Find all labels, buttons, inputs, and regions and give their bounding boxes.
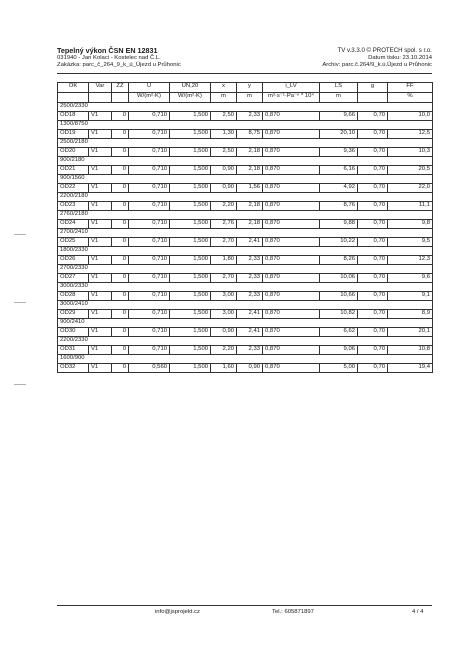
cell-zz: 0 — [112, 327, 129, 336]
column-header: y — [237, 83, 263, 93]
cell-ilv: 0,870 — [263, 327, 320, 336]
cell-zz: 0 — [112, 129, 129, 138]
cell-ls: 9,88 — [320, 219, 358, 228]
cell-ls: 10,82 — [320, 309, 358, 318]
cell-y: 2,18 — [237, 201, 263, 210]
cell-ff: 9,5 — [388, 237, 433, 246]
column-header: UN,20 — [170, 83, 211, 93]
column-header: Var — [89, 83, 112, 93]
column-header: ZZ — [112, 83, 129, 93]
cell-ok: OD24 — [58, 219, 89, 228]
cell-g: 0,70 — [358, 291, 388, 300]
cell-zz: 0 — [112, 111, 129, 120]
cell-un20: 1,500 — [170, 201, 211, 210]
cell-var: V1 — [89, 165, 112, 174]
cell-ff: 20,1 — [388, 327, 433, 336]
cell-x: 0,90 — [211, 165, 237, 174]
cell-g: 0,70 — [358, 201, 388, 210]
cell-un20: 1,500 — [170, 237, 211, 246]
cell-u: 0,710 — [129, 129, 170, 138]
cell-ff: 10,8 — [388, 345, 433, 354]
opening-dimensions: 3000/2410 — [58, 300, 433, 309]
cell-g: 0,70 — [358, 363, 388, 372]
opening-dimensions: 900/2410 — [58, 318, 433, 327]
cell-ok: OD19 — [58, 129, 89, 138]
cell-un20: 1,500 — [170, 219, 211, 228]
order-line: Zakázka: parc_č_264_9_k_ú_Újezd u Průhonic — [57, 62, 181, 69]
cell-x: 1,80 — [211, 255, 237, 264]
cell-ff: 12,5 — [388, 129, 433, 138]
cell-g: 0,70 — [358, 345, 388, 354]
cell-y: 2,41 — [237, 309, 263, 318]
opening-dimension-row — [58, 102, 433, 111]
table-row — [58, 309, 433, 318]
cell-ilv: 0,870 — [263, 255, 320, 264]
opening-dimensions: 1300/8750 — [58, 120, 433, 129]
cell-g: 0,70 — [358, 183, 388, 192]
cell-ok: OD20 — [58, 147, 89, 156]
cell-g: 0,70 — [358, 219, 388, 228]
column-unit: W/(m²·K) — [170, 92, 211, 102]
cell-y: 2,18 — [237, 147, 263, 156]
cell-ff: 12,3 — [388, 255, 433, 264]
column-header: x — [211, 83, 237, 93]
table-row — [58, 129, 433, 138]
table-row — [58, 201, 433, 210]
cell-u: 0,710 — [129, 273, 170, 282]
cell-ilv: 0,870 — [263, 129, 320, 138]
cell-g: 0,70 — [358, 129, 388, 138]
cell-u: 0,710 — [129, 345, 170, 354]
cell-u: 0,710 — [129, 255, 170, 264]
footer-email: info@jsprojekt.cz — [155, 609, 200, 615]
cell-zz: 0 — [112, 255, 129, 264]
cell-var: V1 — [89, 363, 112, 372]
cell-ok: OD28 — [58, 291, 89, 300]
cell-var: V1 — [89, 201, 112, 210]
cell-x: 2,50 — [211, 147, 237, 156]
cell-ilv: 0,870 — [263, 219, 320, 228]
column-header: U — [129, 83, 170, 93]
opening-dimensions: 900/2180 — [58, 156, 433, 165]
cell-var: V1 — [89, 345, 112, 354]
column-header: OK — [58, 83, 89, 93]
cell-g: 0,70 — [358, 309, 388, 318]
cell-un20: 1,500 — [170, 147, 211, 156]
cell-ok: OD18 — [58, 111, 89, 120]
cell-x: 2,20 — [211, 345, 237, 354]
cell-var: V1 — [89, 273, 112, 282]
cell-var: V1 — [89, 183, 112, 192]
cell-ilv: 0,870 — [263, 165, 320, 174]
opening-dimensions: 2700/2330 — [58, 264, 433, 273]
footer-divider — [57, 605, 432, 606]
footer-phone: Tel.: 605871897 — [272, 609, 314, 615]
cell-var: V1 — [89, 309, 112, 318]
cell-ls: 4,92 — [320, 183, 358, 192]
cell-y: 2,33 — [237, 291, 263, 300]
cell-x: 2,70 — [211, 273, 237, 282]
column-unit — [112, 92, 129, 102]
table-row — [58, 363, 433, 372]
cell-g: 0,70 — [358, 327, 388, 336]
cell-g: 0,70 — [358, 273, 388, 282]
table-row — [58, 147, 433, 156]
cell-u: 0,710 — [129, 327, 170, 336]
cell-ls: 20,10 — [320, 129, 358, 138]
cell-ok: OD32 — [58, 363, 89, 372]
cell-x: 2,70 — [211, 237, 237, 246]
opening-dimensions: 2200/2330 — [58, 336, 433, 345]
cell-ok: OD26 — [58, 255, 89, 264]
column-unit — [358, 92, 388, 102]
column-unit: W/(m²·K) — [129, 92, 170, 102]
table-row — [58, 255, 433, 264]
cell-var: V1 — [89, 111, 112, 120]
cell-u: 0,710 — [129, 309, 170, 318]
cell-ok: OD27 — [58, 273, 89, 282]
opening-dimensions: 1600/900 — [58, 354, 433, 363]
opening-dimensions: 2500/2180 — [58, 138, 433, 147]
table-row — [58, 237, 433, 246]
cell-ff: 19,4 — [388, 363, 433, 372]
cell-un20: 1,500 — [170, 273, 211, 282]
header-right — [232, 46, 432, 69]
cell-un20: 1,500 — [170, 165, 211, 174]
cell-u: 0,710 — [129, 291, 170, 300]
opening-dimension-row — [58, 138, 433, 147]
table-row — [58, 219, 433, 228]
cell-y: 2,41 — [237, 237, 263, 246]
cell-g: 0,70 — [358, 255, 388, 264]
cell-u: 0,710 — [129, 237, 170, 246]
opening-dimensions: 2760/2180 — [58, 210, 433, 219]
cell-x: 3,00 — [211, 309, 237, 318]
cell-ls: 8,76 — [320, 201, 358, 210]
cell-zz: 0 — [112, 183, 129, 192]
cell-ok: OD25 — [58, 237, 89, 246]
table-row — [58, 183, 433, 192]
column-header: i_LV — [263, 83, 320, 93]
opening-dimensions: 3000/2330 — [58, 282, 433, 291]
cell-y: 2,33 — [237, 273, 263, 282]
opening-dimension-row — [58, 318, 433, 327]
opening-dimensions: 2700/2410 — [58, 228, 433, 237]
cell-un20: 1,500 — [170, 327, 211, 336]
table-body — [58, 102, 433, 372]
cell-g: 0,70 — [358, 165, 388, 174]
software-version: TV v.3.3.0 © PROTECH spol. s r.o. — [337, 47, 432, 54]
opening-dimension-row — [58, 174, 433, 183]
cell-var: V1 — [89, 147, 112, 156]
cell-un20: 1,500 — [170, 345, 211, 354]
cell-ls: 9,36 — [320, 147, 358, 156]
table-row — [58, 327, 433, 336]
cell-ilv: 0,870 — [263, 345, 320, 354]
cell-var: V1 — [89, 129, 112, 138]
cell-ls: 9,06 — [320, 345, 358, 354]
cell-ls: 10,06 — [320, 273, 358, 282]
column-unit — [89, 92, 112, 102]
cell-y: 2,18 — [237, 219, 263, 228]
cell-u: 0,710 — [129, 201, 170, 210]
cell-y: 2,41 — [237, 327, 263, 336]
cell-ls: 10,66 — [320, 291, 358, 300]
header-divider — [57, 73, 432, 74]
opening-dimension-row — [58, 336, 433, 345]
cell-ok: OD23 — [58, 201, 89, 210]
cell-y: 2,18 — [237, 165, 263, 174]
print-date: Datum tisku: 23.10.2014 — [368, 55, 432, 61]
opening-dimension-row — [58, 156, 433, 165]
cell-y: 2,33 — [237, 255, 263, 264]
cell-ff: 22,0 — [388, 183, 433, 192]
cell-x: 1,60 — [211, 363, 237, 372]
cell-x: 3,00 — [211, 291, 237, 300]
cell-ilv: 0,870 — [263, 111, 320, 120]
cell-zz: 0 — [112, 309, 129, 318]
cell-un20: 1,500 — [170, 291, 211, 300]
cell-zz: 0 — [112, 219, 129, 228]
cell-un20: 1,500 — [170, 111, 211, 120]
opening-dimension-row — [58, 354, 433, 363]
table-header — [58, 83, 433, 103]
cell-ff: 10,3 — [388, 147, 433, 156]
opening-dimension-row — [58, 120, 433, 129]
column-header: LS — [320, 83, 358, 93]
cell-un20: 1,500 — [170, 309, 211, 318]
cell-x: 2,20 — [211, 201, 237, 210]
document-title: Tepelný výkon ČSN EN 12831 — [57, 46, 158, 55]
cell-g: 0,70 — [358, 111, 388, 120]
table-row — [58, 111, 433, 120]
cell-ilv: 0,870 — [263, 237, 320, 246]
cell-ff: 11,1 — [388, 201, 433, 210]
cell-zz: 0 — [112, 363, 129, 372]
column-unit: m — [237, 92, 263, 102]
cell-ilv: 0,870 — [263, 291, 320, 300]
cell-ls: 8,26 — [320, 255, 358, 264]
cell-un20: 1,500 — [170, 363, 211, 372]
opening-dimension-row — [58, 210, 433, 219]
table-row — [58, 273, 433, 282]
cell-ilv: 0,870 — [263, 183, 320, 192]
cell-y: 8,75 — [237, 129, 263, 138]
cell-ls: 10,22 — [320, 237, 358, 246]
opening-dimension-row — [58, 228, 433, 237]
opening-dimension-row — [58, 246, 433, 255]
column-unit: m³·s⁻¹·Pa⁻ⁿ * 10⁴ — [263, 92, 320, 102]
cell-u: 0,710 — [129, 147, 170, 156]
punch-mark — [14, 234, 26, 235]
opening-dimension-row — [58, 300, 433, 309]
cell-u: 0,710 — [129, 111, 170, 120]
cell-ls: 6,16 — [320, 165, 358, 174]
table-row — [58, 345, 433, 354]
cell-zz: 0 — [112, 291, 129, 300]
cell-zz: 0 — [112, 201, 129, 210]
cell-ok: OD21 — [58, 165, 89, 174]
cell-y: 0,90 — [237, 363, 263, 372]
cell-ls: 6,62 — [320, 327, 358, 336]
cell-u: 0,710 — [129, 219, 170, 228]
cell-ff: 9,1 — [388, 291, 433, 300]
column-header: g — [358, 83, 388, 93]
column-unit: m — [320, 92, 358, 102]
opening-dimension-row — [58, 282, 433, 291]
author-line: 031940 - Jan Kolaci - Kostelec nad Č.L. — [57, 55, 161, 61]
cell-ff: 8,9 — [388, 309, 433, 318]
cell-ilv: 0,870 — [263, 309, 320, 318]
cell-zz: 0 — [112, 147, 129, 156]
heat-loss-table — [57, 82, 433, 373]
cell-ilv: 0,870 — [263, 273, 320, 282]
cell-zz: 0 — [112, 165, 129, 174]
opening-dimensions: 2500/2330 — [58, 102, 433, 111]
cell-zz: 0 — [112, 345, 129, 354]
cell-var: V1 — [89, 291, 112, 300]
opening-dimension-row — [58, 192, 433, 201]
table-row — [58, 291, 433, 300]
opening-dimensions: 900/1560 — [58, 174, 433, 183]
cell-g: 0,70 — [358, 237, 388, 246]
punch-mark — [14, 384, 26, 385]
cell-un20: 1,500 — [170, 129, 211, 138]
cell-ff: 20,5 — [388, 165, 433, 174]
cell-x: 1,30 — [211, 129, 237, 138]
column-unit — [58, 92, 89, 102]
cell-u: 0,710 — [129, 183, 170, 192]
page-number: 4 / 4 — [412, 609, 424, 615]
cell-un20: 1,500 — [170, 183, 211, 192]
cell-y: 2,33 — [237, 345, 263, 354]
cell-u: 0,560 — [129, 363, 170, 372]
cell-x: 2,76 — [211, 219, 237, 228]
cell-zz: 0 — [112, 273, 129, 282]
cell-ff: 9,8 — [388, 219, 433, 228]
column-unit: m — [211, 92, 237, 102]
cell-ff: 10,0 — [388, 111, 433, 120]
archive-name: Archiv: parc.č.264/9_k.ú.Újezd u Průhonic — [322, 62, 432, 69]
opening-dimension-row — [58, 264, 433, 273]
cell-x: 0,90 — [211, 327, 237, 336]
cell-y: 2,33 — [237, 111, 263, 120]
cell-g: 0,70 — [358, 147, 388, 156]
cell-x: 2,50 — [211, 111, 237, 120]
opening-dimensions: 1800/2330 — [58, 246, 433, 255]
cell-u: 0,710 — [129, 165, 170, 174]
cell-un20: 1,500 — [170, 255, 211, 264]
cell-var: V1 — [89, 327, 112, 336]
column-header: FF — [388, 83, 433, 93]
cell-ilv: 0,870 — [263, 201, 320, 210]
cell-y: 1,56 — [237, 183, 263, 192]
cell-ls: 5,00 — [320, 363, 358, 372]
opening-dimensions: 2200/2180 — [58, 192, 433, 201]
cell-ok: OD31 — [58, 345, 89, 354]
cell-ls: 9,66 — [320, 111, 358, 120]
cell-x: 0,90 — [211, 183, 237, 192]
cell-ilv: 0,870 — [263, 363, 320, 372]
cell-ff: 9,6 — [388, 273, 433, 282]
cell-var: V1 — [89, 219, 112, 228]
cell-zz: 0 — [112, 237, 129, 246]
cell-var: V1 — [89, 255, 112, 264]
cell-var: V1 — [89, 237, 112, 246]
cell-ok: OD22 — [58, 183, 89, 192]
cell-ok: OD30 — [58, 327, 89, 336]
column-unit: % — [388, 92, 433, 102]
table-row — [58, 165, 433, 174]
cell-ilv: 0,870 — [263, 147, 320, 156]
cell-ok: OD29 — [58, 309, 89, 318]
punch-mark — [14, 302, 26, 303]
